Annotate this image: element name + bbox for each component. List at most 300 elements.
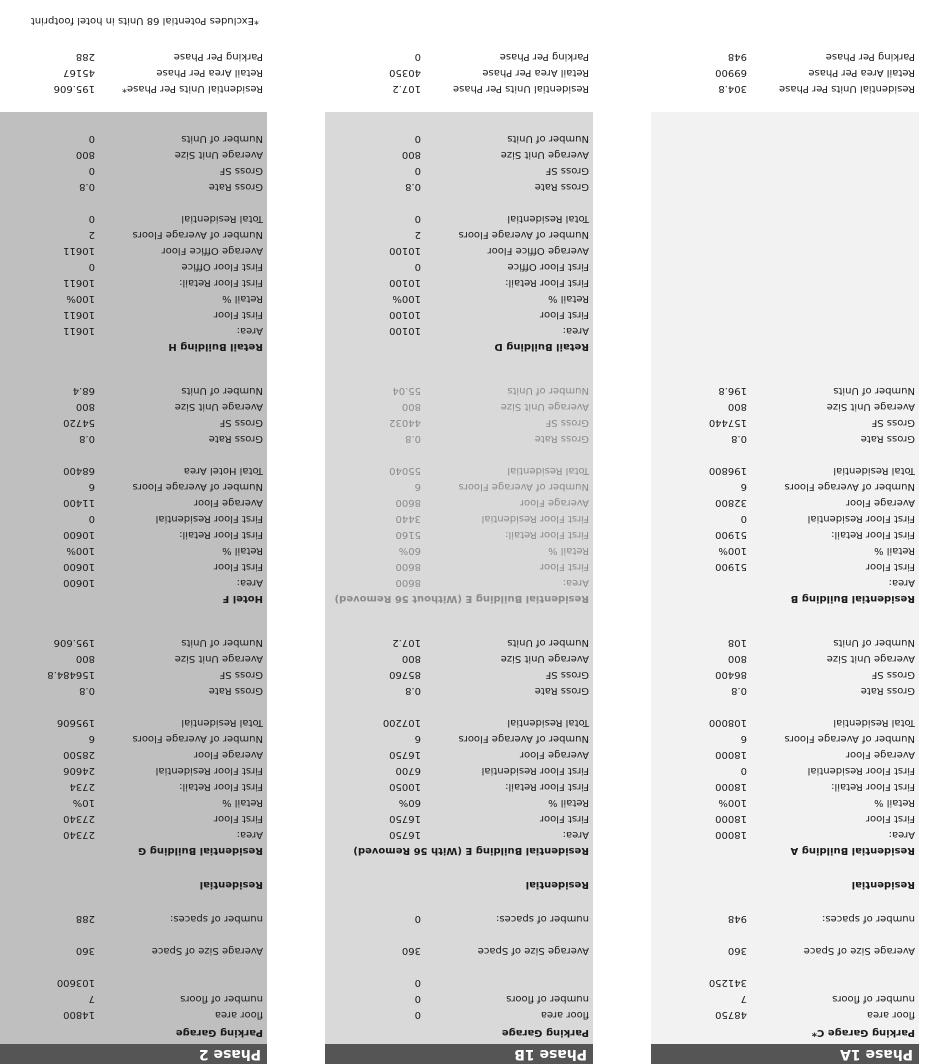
row-value: 341250 [708,977,747,988]
row-label: number of floors [832,993,915,1004]
table-row [325,242,593,258]
table-row [325,306,593,322]
row-label: Area: [562,577,589,588]
table-row [651,650,919,666]
row-label: Average Unit Size [500,653,589,664]
table-row [0,510,267,526]
row-value: 14800 [63,1009,95,1020]
table-row [325,714,593,730]
table-row [0,338,267,354]
row-label: Retail % [548,293,589,304]
row-label: First Floor [213,561,263,572]
row-label: Average Unit Size [826,653,915,664]
row-label: Total Residential [507,213,589,224]
table-row [325,414,593,430]
row-label: First Floor Office [181,261,263,272]
row-value: 800 [75,149,95,160]
row-label: First Floor Retail: [831,781,915,792]
table-row [651,810,919,826]
row-value: 0 [88,513,95,524]
row-label: First Floor Office [507,261,589,272]
row-label: First Floor Residential [155,765,263,776]
row-value: 800 [401,653,421,664]
row-value: 18000 [715,749,747,760]
table-row [325,430,593,446]
row-value: 8600 [395,561,421,572]
row-label: Number of Units [181,637,263,648]
row-value: 100% [66,545,95,556]
row-value: 0 [88,165,95,176]
table-row [325,290,593,306]
row-value: 8600 [395,497,421,508]
summary-label: Residential Units Per Phase [453,83,589,94]
row-label: Number of Average Floors [132,481,263,492]
table-row [0,974,267,990]
table-row [0,526,267,542]
summary-row [325,80,593,96]
table-row [0,306,267,322]
table-row [325,258,593,274]
table-row [0,778,267,794]
table-row [325,398,593,414]
summary-row [0,48,267,64]
table-row [651,990,919,1006]
table-row [0,130,267,146]
row-value: 0 [414,913,421,924]
row-label: Area: [236,325,263,336]
table-row [651,730,919,746]
table-row [325,876,593,892]
table-row [325,478,593,494]
table-row [651,842,919,858]
row-label: Gross SF [545,165,589,176]
row-value: 10050 [389,781,421,792]
row-label: Average Floor [193,497,263,508]
table-row [651,1006,919,1022]
row-label: Average Floor [193,749,263,760]
row-value: 10600 [63,529,95,540]
table-row [651,974,919,990]
row-label: Average Size of Space [477,945,589,956]
row-value: 16750 [389,829,421,840]
row-value: 100% [392,293,421,304]
table-row [0,1006,267,1022]
summary-row [651,80,919,96]
row-label: First Floor Retail: [505,781,589,792]
row-label: Average Unit Size [826,401,915,412]
table-row [325,590,593,606]
table-row [325,910,593,926]
row-label: Retail % [874,797,915,808]
table-row [325,730,593,746]
row-label: Residential Building A [790,845,915,856]
row-value: 195606 [56,717,95,728]
table-row [651,682,919,698]
row-value: 3440 [395,513,421,524]
row-label: First Floor [213,309,263,320]
row-value: 360 [75,945,95,956]
row-label: Residential Building E (Without 56 Removed) [334,593,589,604]
table-row [325,542,593,558]
row-value: 54720 [63,417,95,428]
row-label: First Floor [539,561,589,572]
row-label: Area: [562,829,589,840]
row-label: floor area [866,1009,915,1020]
table-row [0,478,267,494]
row-value: 32800 [715,497,747,508]
row-label: Residential [525,879,589,890]
row-value: 10100 [389,277,421,288]
row-value: 51900 [715,561,747,572]
table-row [0,558,267,574]
row-label: Residential Building G [138,845,263,856]
table-row [0,382,267,398]
row-label: Number of Average Floors [784,733,915,744]
row-value: 0 [414,213,421,224]
table-row [325,510,593,526]
summary-label: Retail Area Per Phase [156,67,263,78]
row-value: 5160 [395,529,421,540]
row-label: Gross Rate [534,433,589,444]
table-row [651,558,919,574]
phase-column-2 [0,112,267,1064]
row-label: Average Unit Size [500,401,589,412]
table-row [651,746,919,762]
row-value: 103600 [56,977,95,988]
summary-row [325,48,593,64]
row-label: First Floor Retail: [505,529,589,540]
row-value: 10% [72,797,95,808]
table-row [0,322,267,338]
row-label: Gross SF [871,417,915,428]
row-value: 16750 [389,813,421,824]
row-value: 360 [727,945,747,956]
row-value: 7 [88,993,95,1004]
table-row [0,842,267,858]
row-value: 0.8 [79,433,95,444]
table-row [0,634,267,650]
table-row [0,398,267,414]
table-row [325,942,593,958]
row-label: Area: [236,829,263,840]
row-label: First Floor [865,561,915,572]
row-label: Retail % [548,545,589,556]
table-row [325,322,593,338]
phase-column-1b [325,112,593,1064]
row-label: First Floor Retail: [831,529,915,540]
table-row [0,590,267,606]
row-value: 0 [414,1009,421,1020]
row-label: Retail % [222,797,263,808]
row-label: First Floor Residential [481,765,589,776]
row-label: number of spaces: [170,913,263,924]
row-label: Hotel F [222,593,263,604]
row-value: 6700 [395,765,421,776]
summary-value: 69900 [715,67,747,78]
summary-label: Parking Per Phase [173,51,263,62]
table-row [651,574,919,590]
table-row [325,1024,593,1040]
summary-row [0,64,267,80]
summary-row [0,80,267,96]
phase-header: Phase 1B [325,1044,593,1064]
row-value: 27340 [63,813,95,824]
table-row [651,942,919,958]
row-value: 288 [75,913,95,924]
row-value: 10600 [63,561,95,572]
table-row [325,178,593,194]
row-label: floor area [540,1009,589,1020]
row-value: 6 [414,481,421,492]
row-label: Total Residential [181,717,263,728]
table-row [0,462,267,478]
row-value: 68.4 [72,385,95,396]
row-label: First Floor Residential [807,513,915,524]
row-label: Gross Rate [208,433,263,444]
row-value: 6 [88,733,95,744]
row-value: 0 [414,993,421,1004]
row-label: Retail Building H [168,341,263,352]
summary-label: Residential Units Per Phase* [122,83,263,94]
row-value: 11400 [63,497,95,508]
row-value: 55.04 [392,385,421,396]
row-value: 6 [740,733,747,744]
summary-row [651,48,919,64]
summary-value: 948 [727,51,747,62]
row-value: 60% [398,545,421,556]
row-label: Total Hotel Area [183,465,263,476]
row-label: Parking Garage [501,1027,589,1038]
table-row [0,146,267,162]
summary-value: 107.2 [392,83,421,94]
row-value: 2 [88,229,95,240]
row-label: First Floor Residential [807,765,915,776]
row-label: First Floor [539,309,589,320]
table-row [0,226,267,242]
row-value: 800 [727,653,747,664]
summary-value: 288 [75,51,95,62]
row-label: Retail % [222,545,263,556]
table-row [325,130,593,146]
row-label: number of spaces: [496,913,589,924]
row-value: 800 [401,149,421,160]
row-label: Number of Average Floors [458,733,589,744]
row-label: First Floor Retail: [505,277,589,288]
row-value: 6 [740,481,747,492]
row-value: 24606 [63,765,95,776]
phase-header: Phase 2 [0,1044,267,1064]
row-value: 8600 [395,577,421,588]
row-value: 48750 [715,1009,747,1020]
row-label: Gross SF [219,417,263,428]
row-value: 107200 [382,717,421,728]
row-label: Total Residential [507,465,589,476]
row-value: 16750 [389,749,421,760]
table-row [651,876,919,892]
row-value: 0 [88,133,95,144]
table-row [651,478,919,494]
row-value: 0.8 [79,181,95,192]
row-value: 10611 [63,325,95,336]
row-label: Average Floor [845,497,915,508]
row-value: 2 [414,229,421,240]
table-row [0,714,267,730]
row-value: 18000 [715,781,747,792]
row-value: 0 [740,513,747,524]
row-value: 10100 [389,309,421,320]
row-value: 0.8 [405,433,421,444]
table-row [0,876,267,892]
table-row [325,794,593,810]
row-value: 2734 [69,781,95,792]
row-value: 85760 [389,669,421,680]
row-value: 0.8 [79,685,95,696]
summary-label: Parking Per Phase [499,51,589,62]
row-label: Gross SF [545,417,589,428]
row-label: Residential [199,879,263,890]
row-value: 60% [398,797,421,808]
row-label: Number of Units [833,637,915,648]
phase-column-1a [651,112,919,1064]
summary-value: 195.606 [53,83,95,94]
table-row [651,398,919,414]
row-value: 0 [414,133,421,144]
row-label: Number of Average Floors [132,733,263,744]
row-label: First Floor [539,813,589,824]
summary-value: 0 [414,51,421,62]
row-value: 51900 [715,529,747,540]
row-label: Average Size of Space [151,945,263,956]
row-label: Number of Average Floors [784,481,915,492]
row-label: Average Size of Space [803,945,915,956]
summary-label: Residential Units Per Phase [779,83,915,94]
table-row [0,942,267,958]
table-row [0,990,267,1006]
row-label: Gross Rate [860,685,915,696]
row-value: 0.8 [405,181,421,192]
row-value: 7 [740,993,747,1004]
row-label: Number of Units [507,385,589,396]
row-value: 156484.8 [47,669,95,680]
row-value: 0.8 [405,685,421,696]
row-label: First Floor Residential [481,513,589,524]
row-value: 108000 [708,717,747,728]
table-row [0,794,267,810]
row-label: Number of Average Floors [458,481,589,492]
table-row [0,414,267,430]
row-label: First Floor Residential [155,513,263,524]
table-row [0,910,267,926]
row-label: Average Floor [519,497,589,508]
row-label: floor area [214,1009,263,1020]
row-label: Gross SF [545,669,589,680]
table-row [325,526,593,542]
row-value: 28500 [63,749,95,760]
row-value: 196.8 [718,385,747,396]
row-label: Gross SF [219,669,263,680]
row-value: 68400 [63,465,95,476]
row-value: 0 [740,765,747,776]
table-row [0,430,267,446]
table-row [325,382,593,398]
table-row [325,146,593,162]
table-row [0,494,267,510]
footnote: *Excludes Potential 68 Units in hotel footprint [30,15,259,26]
table-row [651,714,919,730]
row-value: 27340 [63,829,95,840]
row-label: First Floor [213,813,263,824]
table-row [325,1006,593,1022]
row-label: Area: [562,325,589,336]
row-value: 800 [727,401,747,412]
row-label: First Floor [865,813,915,824]
row-label: Average Unit Size [174,149,263,160]
row-label: Average Unit Size [174,653,263,664]
row-label: Retail % [548,797,589,808]
row-label: Residential Building E (With 56 Removed) [353,845,589,856]
row-label: Parking Garage C* [811,1027,915,1038]
row-value: 6 [414,733,421,744]
row-label: First Floor Retail: [179,781,263,792]
row-value: 948 [727,913,747,924]
row-label: Number of Average Floors [132,229,263,240]
row-value: 0 [414,977,421,988]
row-value: 18000 [715,829,747,840]
row-label: Average Floor [845,749,915,760]
row-label: Gross Rate [860,433,915,444]
table-row [0,210,267,226]
row-value: 800 [75,401,95,412]
row-label: Average Unit Size [174,401,263,412]
table-row [325,762,593,778]
row-label: number of floors [180,993,263,1004]
row-label: Retail Building D [494,341,589,352]
table-row [325,974,593,990]
summary-label: Retail Area Per Phase [482,67,589,78]
row-value: 360 [401,945,421,956]
summary-label: Retail Area Per Phase [808,67,915,78]
table-row [325,274,593,290]
table-row [0,542,267,558]
row-value: 0.8 [731,685,747,696]
row-label: Number of Average Floors [458,229,589,240]
row-label: Total Residential [507,717,589,728]
table-row [651,382,919,398]
summary-value: 304.8 [718,83,747,94]
table-row [0,666,267,682]
summary-value: 40350 [389,67,421,78]
row-label: Gross SF [219,165,263,176]
table-row [325,810,593,826]
row-value: 100% [718,545,747,556]
table-row [651,542,919,558]
row-value: 10611 [63,309,95,320]
row-label: Parking Garage [175,1027,263,1038]
table-row [651,526,919,542]
row-label: Total Residential [181,213,263,224]
row-value: 196800 [708,465,747,476]
row-label: Number of Units [833,385,915,396]
table-row [651,462,919,478]
row-label: Gross Rate [208,685,263,696]
table-row [651,910,919,926]
row-label: Area: [236,577,263,588]
row-value: 6 [88,481,95,492]
row-value: 10611 [63,277,95,288]
table-row [0,826,267,842]
table-row [651,794,919,810]
summary-label: Parking Per Phase [825,51,915,62]
